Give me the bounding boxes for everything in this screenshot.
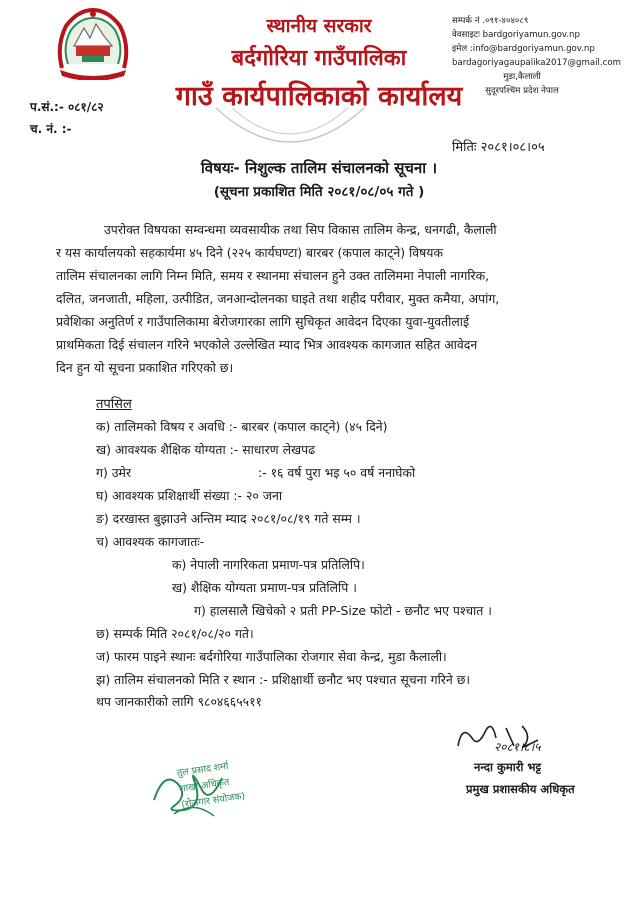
patra-sankhya: प.सं.:- ०८१/८२ <box>30 100 104 114</box>
contact-province: सुदूरपश्चिम प्रदेश नेपाल <box>485 86 559 96</box>
cao-title: प्रमुख प्रशासकीय अधिकृत <box>466 782 575 796</box>
contact-location: मुडा,कैलाली <box>503 72 541 82</box>
detail-ga-label: ग) उमेर <box>96 465 132 480</box>
contact-block <box>452 14 632 98</box>
detail-ga-value: :- १६ वर्ष पुरा भइ ५० वर्ष ननाघेको <box>258 465 416 480</box>
contact-website: वेवसाइटः bardgoriyamun.gov.np <box>452 30 580 40</box>
officer-stamp <box>176 757 246 813</box>
office-title: गाउँ कार्यपालिकाको कार्यालय <box>175 81 463 112</box>
paragraph-line: तालिम संचालनका लागि निम्न मिति, समय र स्थानमा संचालन हुने उक्त तालिममा नेपाली नागरिक, <box>56 268 490 283</box>
details-heading: तपसिल <box>96 397 132 412</box>
paragraph-line: दिन हुन यो सूचना प्रकाशित गरिएको छ। <box>56 360 234 375</box>
cao-name: नन्दा कुमारी भट्ट <box>474 760 542 774</box>
detail-cha: च) आवश्यक कागजातः- <box>96 534 205 549</box>
officer-unit: (रोजगार संयोजक) <box>180 790 246 811</box>
detail-jha: झ) तालिम संचालनको मिति र स्थान :- प्रशिक्षार्थी छनौट भए पश्चात सूचना गरिने छ। <box>96 672 471 687</box>
detail-ja: ज) फारम पाइने स्थानः बर्दगोरिया गाउँपालिका रोजगार सेवा केन्द्र, मुडा कैलाली। <box>96 649 447 664</box>
chalani-number: च. नं. :- <box>30 122 72 136</box>
office-seal-icon <box>210 98 370 166</box>
paragraph-line: र यस कार्यालयको सहकार्यमा ४५ दिने (२२५ कार्यघण्टा) बारबर (कपाल काट्ने) विषयक <box>56 245 443 260</box>
detail-doc-1: क) नेपाली नागरिकता प्रमाण-पत्र प्रतिलिपि। <box>172 557 365 572</box>
detail-doc-3: ग) हालसालै खिचेको २ प्रती PP-Size फोटो - छनौट भए पश्चात । <box>194 603 492 618</box>
officer-role: शाखा अधिकृत <box>178 776 230 795</box>
subject-line: विषयः- निशुल्क तालिम संचालनको सूचना । <box>200 159 438 177</box>
municipality-title: बर्दगोरिया गाउँपालिका <box>231 46 407 71</box>
paragraph-line: दलित, जनजाती, महिला, उत्पीडित, जनआन्दोलनका घाइते तथा शहीद परीवार, मुक्त कमैया, अपांग, <box>56 291 500 306</box>
notice-paragraph <box>56 218 580 379</box>
detail-doc-2: ख) शैक्षिक योग्यता प्रमाण-पत्र प्रतिलिपि । <box>172 580 357 595</box>
paragraph-line: उपरोक्त विषयका सम्वन्धमा व्यवसायीक तथा सिप विकास तालिम केन्द्र, धनगढी, कैलाली <box>104 222 497 237</box>
paragraph-line: प्रवेशिका अनुतिर्ण र गाउँपालिकामा बेरोजगारका लागि सुचिकृत आवेदन दिएका युवा-युवतीलाई <box>56 314 470 329</box>
detail-kha: ख) आवश्यक शैक्षिक योग्यता :- साधारण लेखपढ <box>96 442 316 457</box>
cao-signature-date: २०८१।८।५ <box>494 740 541 754</box>
detail-ka: क) तालिमको विषय र अवधि :- बारबर (कपाल काट्ने) (४५ दिने) <box>96 419 388 434</box>
contact-email-gmail: bardagoriyagaupalika2017@gmail.com <box>452 58 621 68</box>
contact-phone: सम्पर्क नं .०९१-४०४०८९ <box>452 16 529 26</box>
local-government-title: स्थानीय सरकार <box>266 15 372 37</box>
detail-nga: ङ) दरखास्त बुझाउने अन्तिम म्याद २०८१/०८/१९ गते सम्म । <box>96 511 361 526</box>
officer-name: तुल प्रसाद शर्मा <box>176 760 230 779</box>
detail-gha: घ) आवश्यक प्रशिक्षार्थी संख्या :- २० जना <box>96 488 283 503</box>
subject-publication-note: (सूचना प्रकाशित मिति २०८१/०८/०५ गते ) <box>213 184 425 200</box>
issue-date: मितिः २०८१।०८।०५ <box>452 140 545 155</box>
detail-chha: छ) सम्पर्क मिति २०८१/०८/२० गते। <box>96 626 254 641</box>
paragraph-line: प्राथमिकता दिई संचालन गरिने भएकोले उल्लेखित म्याद भित्र आवश्यक कागजात सहित आवेदन <box>56 337 478 352</box>
contact-email: इमेल :info@bardgoriyamun.gov.np <box>452 44 595 54</box>
more-info-contact: थप जानकारीको लागि ९८०४६६५५११ <box>96 694 263 709</box>
